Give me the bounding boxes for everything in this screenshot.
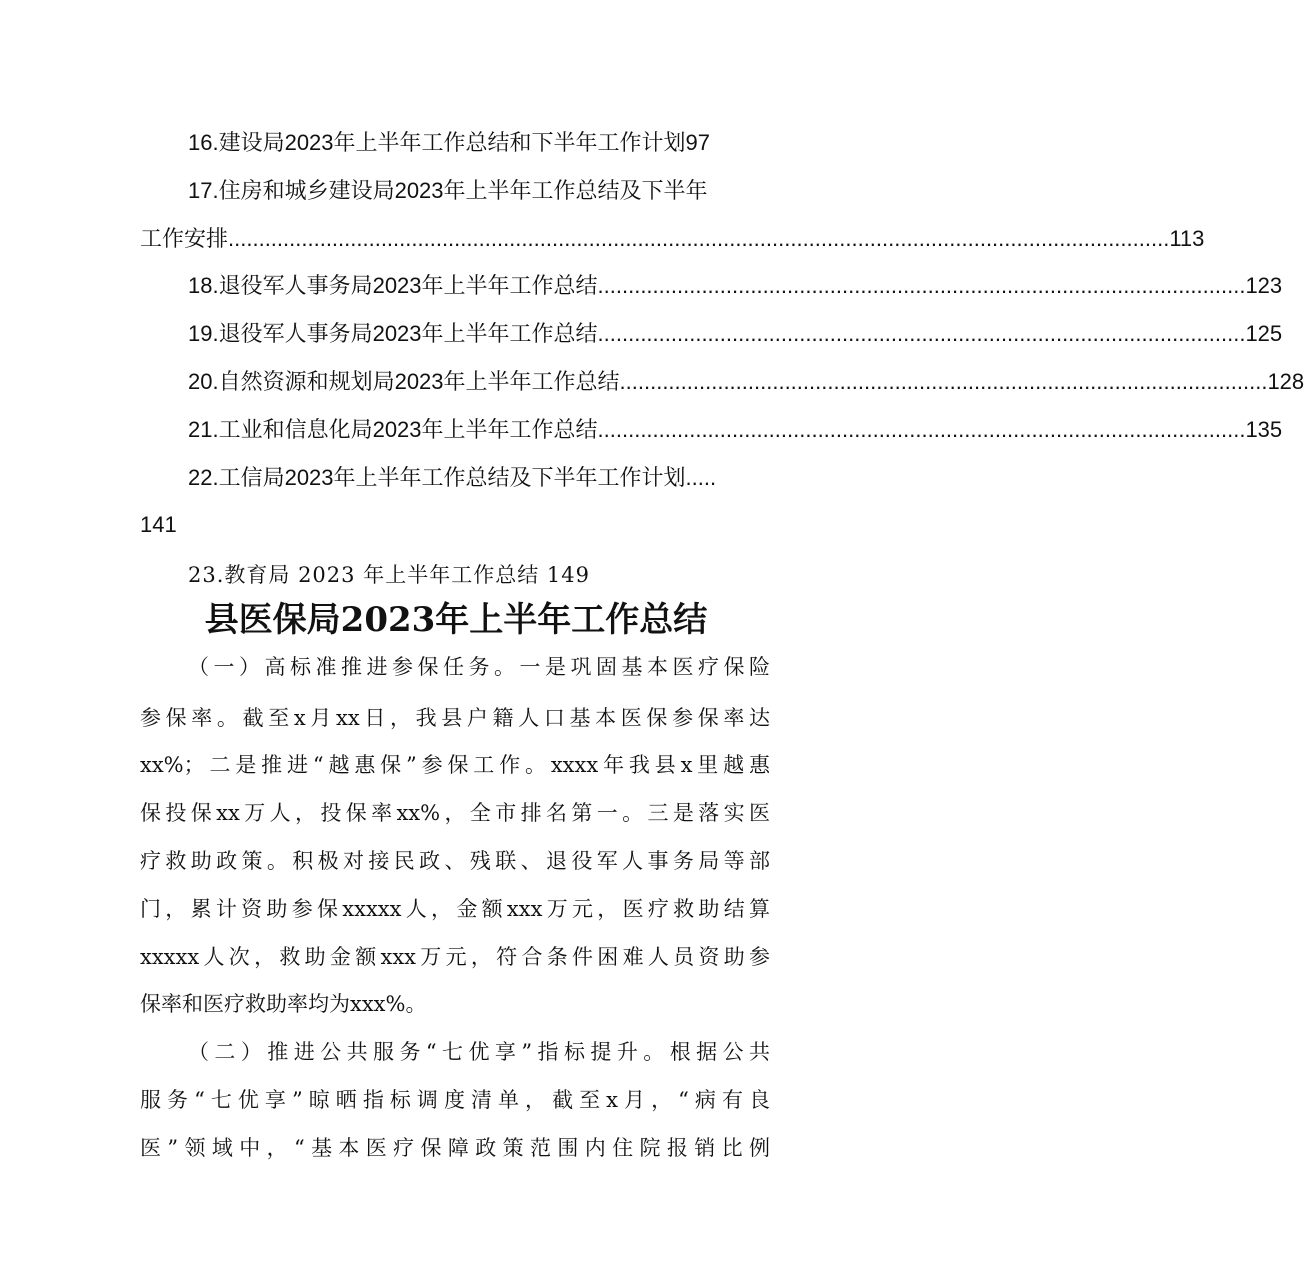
paragraph-line: 服务“七优享”晾晒指标调度清单，截至x月，“病有良 [140,1088,770,1112]
dot-leader: .......................................................................................................... [597,321,1246,346]
toc-page-number: 113 [1169,226,1205,251]
paragraph-line: xx%；二是推进“越惠保”参保工作。xxxx年我县x里越惠 [140,753,770,777]
paragraph-line: 保投保xx万人，投保率xx%，全市排名第一。三是落实医 [140,801,770,825]
toc-entry-16 [140,124,772,158]
toc-page-number: 125 [1245,321,1283,346]
toc-entry-text: 16.建设局2023年上半年工作总结和下半年工作计划97 [188,130,710,155]
toc-entry-text: 20.自然资源和规划局2023年上半年工作总结 [188,369,620,394]
paragraph-line: 保率和医疗救助率均为xxx%。 [140,992,427,1016]
toc-entry-21 [140,411,1283,445]
paragraph-line: 参保率。截至x月xx日，我县户籍人口基本医保参保率达 [140,706,770,730]
paragraph-line: 医”领域中，“基本医疗保障政策范围内住院报销比例 [140,1136,770,1160]
toc-entry-23 [140,556,772,590]
dot-leader: .......................................................................................................... [597,417,1246,442]
toc-page-number: 128 [1267,369,1304,394]
dot-leader: .......................................................................................................... [619,369,1268,394]
paragraph-line: （一）高标准推进参保任务。一是巩固基本医疗保险 [188,655,770,679]
toc-entry-22 [140,459,772,493]
toc-entry-text: 23.教育局 2023 年上半年工作总结 149 [188,563,590,587]
toc-entry-17-continued [140,220,1205,254]
toc-page-number: 135 [1245,417,1283,442]
toc-entry-text: 21.工业和信息化局2023年上半年工作总结 [188,417,598,442]
toc-entry-text: 工作安排 [140,226,229,251]
toc-entry-20 [140,363,1304,397]
toc-entry-22-continued [140,506,772,540]
paragraph-line: （二）推进公共服务“七优享”指标提升。根据公共 [188,1040,770,1064]
toc-entry-text: 22.工信局2023年上半年工作总结及下半年工作计划..... [188,465,717,490]
dot-leader: .......................................................................................................... [597,273,1246,298]
paragraph-line: xxxxx人次，救助金额xxx万元，符合条件困难人员资助参 [140,945,770,969]
toc-entry-text: 17.住房和城乡建设局2023年上半年工作总结及下半年 [188,178,708,203]
toc-page-number: 123 [1245,273,1283,298]
toc-entry-17 [140,172,772,206]
toc-entry-text: 18.退役军人事务局2023年上半年工作总结 [188,273,598,298]
document-title: 县医保局2023年上半年工作总结 [204,600,708,640]
toc-entry-text: 19.退役军人事务局2023年上半年工作总结 [188,321,598,346]
paragraph-line: 疗救助政策。积极对接民政、残联、退役军人事务局等部 [140,849,770,873]
toc-page-number: 141 [140,512,177,537]
dot-leader: .......................................................................................................................................................... [228,226,1170,251]
paragraph-line: 门，累计资助参保xxxxx人，金额xxx万元，医疗救助结算 [140,897,770,921]
toc-entry-19 [140,315,1283,349]
toc-entry-18 [140,267,1283,301]
